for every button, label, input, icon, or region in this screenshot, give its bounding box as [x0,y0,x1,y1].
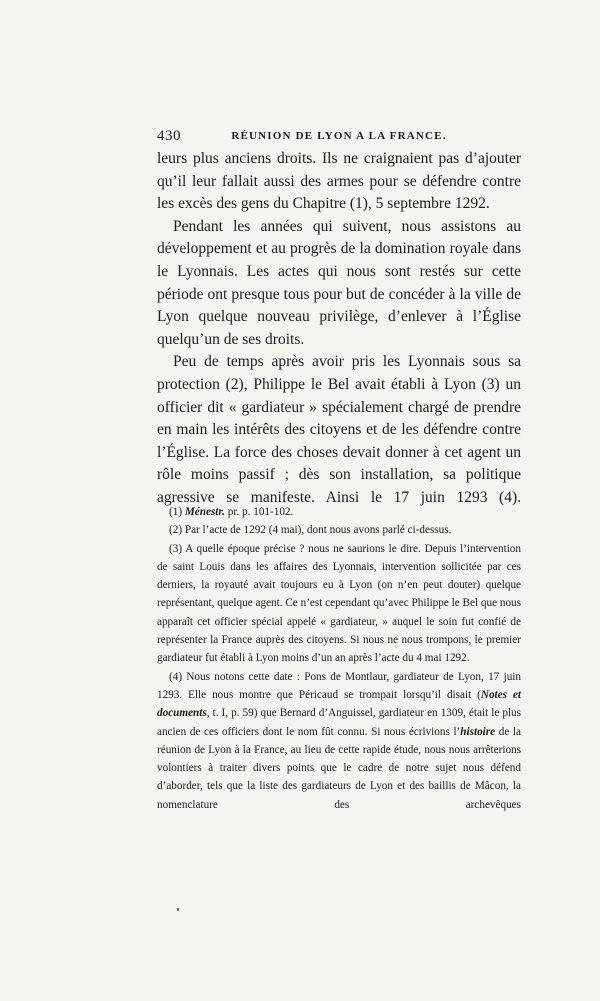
footnote-4-italic-title: Notes et documents [157,688,521,720]
footnote-4-text-a: (4) Nous notons cette date : Pons de Montlaur, gardiateur de Lyon, 17 juin 1293. Elle nous montre que Péricaud se trompait lorsqu’il disait ( [157,670,521,701]
footnotes [157,503,521,814]
paragraph-2: Pendant les années qui suivent, nous assistons au développement et au progrès de la domination royale dans le Lyonnais. Les actes qui nous sont restés sur cette période ont presque tous pour but de concéder à la ville de Lyon quelque nouveau privilège, d’enlever à l’Église quelqu’un de ses droits. [157,217,521,348]
footnote-4 [157,668,521,814]
running-title: RÉUNION DE LYON A LA FRANCE. [231,130,447,142]
footnote-1-source: Ménestr. [184,506,225,518]
footnote-4-text-b: , t. I, p. 59) que Bernard d’Anguissel, gardiateur en 1309, était le plus ancien de ces officiers dont le nom fût connu. Si nous écrivions l’ [157,707,521,738]
footnote-4-italic-histoire: histoire [460,725,496,738]
footnote-4-text-c: de la réunion de Lyon à la France, au lieu de cette rapide étude, nous nous arrêterions volontiers à traiter divers points que le cadre de notre sujet nous défend d’aborder, tels que la liste des gardiateurs de Lyon et des baillis de Mâcon, la nomenclature des archevêques [157,725,521,811]
page-number: 430 [157,128,181,144]
page-header [157,128,521,148]
paragraph-3: Peu de temps après avoir pris les Lyonnais sous sa protection (2), Philippe le Bel avait établi à Lyon (3) un officier dit « gardiateur » spécialement chargé de prendre en main les intérêts des citoyens et de les défendre contre l’Église. La force des choses devait donner à cet agent un rôle moins passif ; dès son installation, sa politique agressive se manifeste. Ainsi le 17 juin 1293 (4). [157,353,521,506]
paper-speck [177,908,179,911]
footnote-3: (3) A quelle époque précise ? nous ne saurions le dire. Depuis l’intervention de saint Louis dans les affaires des Lyonnais, intervention sollicitée par ces derniers, la royauté avait toujours eu à Lyon (on n’en peut douter) quelque représentant, quelque agent. Ce n’est cependant qu’avec Philippe le Bel que nous apparaît cet officier spécial appelé « gardiateur, » auquel le soin fut confié de représenter la France auprès des citoyens. Si nous ne nous trompons, le premier gardiateur fut établi à Lyon moins d’un an après l’acte du 4 mai 1292. [157,542,521,665]
footnote-1 [157,503,521,521]
footnote-1-text: pr. p. 101-102. [224,506,294,518]
footnote-1-number: (1) [169,506,185,518]
footnote-2: (2) Par l’acte de 1292 (4 mai), dont nous avons parlé ci-dessus. [169,524,452,537]
main-text [157,148,521,510]
paragraph-1: leurs plus anciens droits. Ils ne craignaient pas d’ajouter qu’il leur fallait aussi des armes pour se défendre contre les excès des gens du Chapitre (1), 5 septembre 1292. [157,150,521,213]
